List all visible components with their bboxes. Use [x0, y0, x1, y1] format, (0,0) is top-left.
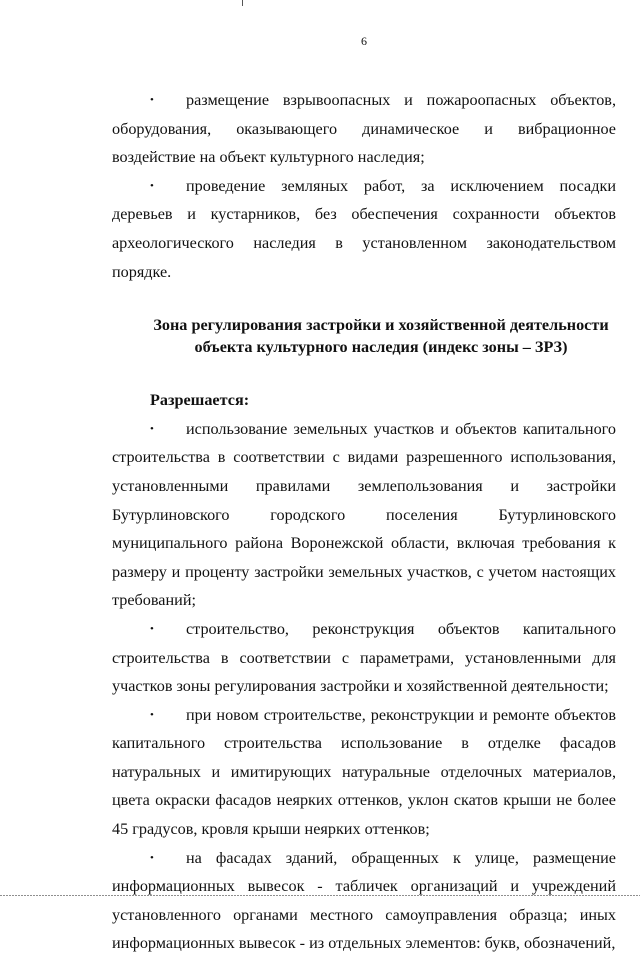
- list-item-text: при новом строительстве, реконструкции и ремонте объектов капитального строительства использование в отделке фасадов натуральных и имитирующих натуральные отделочных материалов, цвета окраски фасадов неярких оттенков, уклон скатов крыши не более 45 градусов, кровля крыши неярких оттенков;: [112, 705, 616, 839]
- bullet-icon: •: [150, 851, 154, 864]
- bullet-icon: •: [150, 94, 154, 106]
- list-item-text: размещение взрывоопасных и пожароопасных объектов, оборудования, оказывающего динамическое и вибрационное воздействие на объект культурного наследия;: [112, 91, 616, 167]
- list-item-text: использование земельных участков и объектов капитального строительства в соответствии с видами разрешенного использования, установленными правилами землепользования и застройки Бутурлиновского городского поселения Бутурлиновского муниципального района Воронежской области, включая требования к размеру и проценту застройки земельных участков, с учетом настоящих требований;: [112, 419, 616, 610]
- section-heading: [112, 314, 616, 358]
- list-item: [112, 701, 616, 844]
- footer-divider: [0, 895, 640, 896]
- list-item: [112, 615, 616, 701]
- allowed-label: Разрешается:: [150, 391, 250, 410]
- section-heading-line-1: Зона регулирования застройки и хозяйственной деятельности: [153, 316, 609, 335]
- list-item: [112, 844, 616, 958]
- bullet-icon: •: [150, 179, 154, 192]
- list-item: [112, 415, 616, 615]
- document-body: [112, 86, 616, 958]
- spacer: [112, 286, 616, 314]
- scan-mark: [242, 0, 243, 6]
- section-heading-line-2: объекта культурного наследия (индекс зоны – ЗРЗ): [194, 338, 568, 357]
- list-item: [112, 172, 616, 286]
- bullet-icon: •: [150, 422, 154, 435]
- page-number: 6: [361, 34, 367, 48]
- bullet-icon: •: [150, 708, 154, 721]
- list-item-text: на фасадах зданий, обращенных к улице, размещение информационных вывесок - табличек организаций и учреждений установленного органами местного самоуправления образца; иных информационных вывесок - из отдельных элементов: букв, обозначений,: [112, 848, 616, 953]
- list-item: [112, 86, 616, 172]
- list-item-text: строительство, реконструкция объектов капитального строительства в соответствии с параметрами, установленными для участков зоны регулирования застройки и хозяйственной деятельности;: [112, 619, 616, 696]
- bullet-icon: •: [150, 622, 154, 635]
- list-item-text: проведение земляных работ, за исключением посадки деревьев и кустарников, без обеспечения сохранности объектов археологического наследия в установленном законодательством порядке.: [112, 176, 616, 281]
- spacer: [112, 358, 616, 386]
